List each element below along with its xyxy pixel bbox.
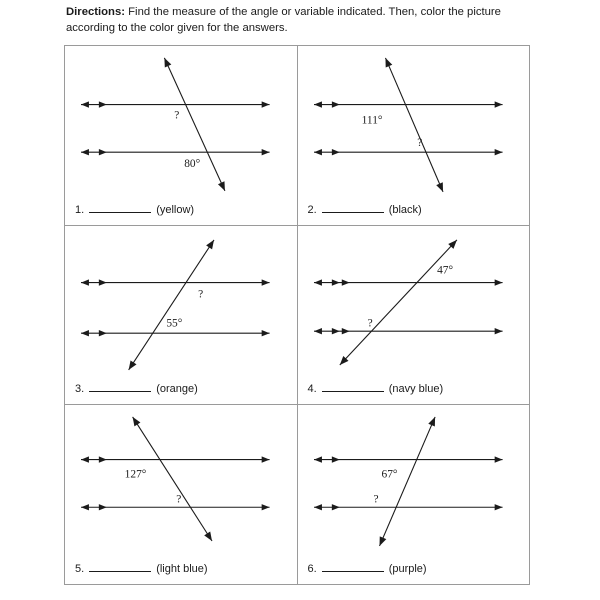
transversal-line [385,58,443,192]
parallel-tick-mark [331,279,339,285]
line-arrow-left [81,330,89,336]
line-arrow-left [81,457,89,463]
figure-5 [65,405,297,584]
transversal-arrow-b [436,182,443,192]
line-arrow-right [262,330,270,336]
parallel-tick-mark [99,330,107,336]
unknown-angle-label: ? [176,493,182,506]
problem-number: 4. [307,383,317,396]
line-arrow-left [81,279,89,285]
line-arrow-left [313,279,321,285]
transversal-arrow-b [218,181,225,191]
line-arrow-right [262,101,270,107]
unknown-angle-label: ? [416,137,422,150]
line-arrow-right [494,149,502,155]
parallel-tick-mark [99,504,107,510]
figure-3 [65,226,297,405]
answer-color-word: (orange) [156,383,198,396]
unknown-angle-label: ? [198,288,204,301]
transversal-arrow-a [428,417,435,427]
parallel-line-bottom [313,328,502,334]
problem-number: 6. [307,563,317,575]
parallel-tick-mark [331,457,339,463]
problem-number: 1. [75,203,85,216]
transversal-line [129,240,214,370]
parallel-line-top [313,457,502,463]
answer-blank-field[interactable] [89,561,151,572]
transversal-arrow-a [385,58,392,68]
parallel-tick-mark [99,149,107,155]
answer-blank-field[interactable] [322,202,384,213]
parallel-line-top [314,101,503,107]
line-arrow-right [262,279,270,285]
problem-cell-2 [298,46,531,226]
answer-color-word: (purple) [388,563,427,575]
transversal-segment [164,58,225,191]
problem-number: 5. [75,563,85,575]
line-arrow-left [313,328,321,334]
parallel-line-bottom [81,149,270,155]
line-arrow-right [494,101,502,107]
transversal-line [379,417,435,546]
figure-6 [298,405,530,584]
answer-row [308,202,422,217]
line-arrow-left [314,101,322,107]
directions-paragraph [66,5,536,36]
answer-color-word: (yellow) [156,203,195,216]
parallel-tick-mark [341,279,349,285]
line-arrow-right [494,457,502,463]
problem-cell-4 [298,226,531,406]
parallel-tick-mark [331,101,339,107]
line-arrow-left [313,457,321,463]
parallel-line-top [81,457,270,463]
line-arrow-right [262,149,270,155]
line-arrow-left [313,504,321,510]
parallel-tick-mark [99,457,107,463]
problem-number: 3. [75,383,85,396]
line-arrow-right [494,279,502,285]
parallel-line-top [313,279,502,285]
transversal-segment [339,240,456,365]
problem-cell-5 [65,405,298,585]
transversal-line [339,240,456,365]
parallel-tick-mark [341,328,349,334]
problem-cell-3 [65,226,298,406]
line-arrow-left [81,149,89,155]
parallel-tick-mark [99,101,107,107]
parallel-line-top [81,101,270,107]
parallel-line-bottom [81,330,270,336]
directions-label: Directions: [66,6,126,18]
parallel-line-bottom [314,149,503,155]
transversal-arrow-a [206,240,214,249]
given-angle-label: 55° [166,316,183,329]
parallel-line-bottom [81,504,270,510]
answer-blank-field[interactable] [322,561,384,572]
answer-row [308,381,444,396]
transversal-line [164,58,225,191]
parallel-tick-mark [99,279,107,285]
answer-row [75,202,194,217]
directions-text: Find the measure of the angle or variable indicated. Then, color the picture according to the color given for the answers. [66,6,501,34]
unknown-angle-label: ? [367,316,373,329]
line-arrow-left [81,101,89,107]
parallel-tick-mark [331,328,339,334]
transversal-segment [129,240,214,370]
answer-row [75,381,198,396]
problems-grid [64,45,530,585]
answer-color-word: (black) [388,203,422,216]
transversal-arrow-a [164,58,171,68]
parallel-tick-mark [331,504,339,510]
line-arrow-right [262,504,270,510]
given-angle-label: 127° [124,468,147,481]
line-arrow-right [494,504,502,510]
figure-1 [65,46,297,225]
figure-4 [298,226,530,405]
transversal-arrow-a [204,532,212,541]
answer-color-word: (navy blue) [388,383,444,396]
answer-row [75,561,208,576]
answer-color-word: (light blue) [156,563,208,575]
transversal-arrow-b [133,417,141,426]
transversal-segment [379,417,435,546]
line-arrow-right [494,328,502,334]
answer-row [308,561,427,576]
given-angle-label: 80° [184,158,201,171]
line-arrow-left [81,504,89,510]
answer-blank-field[interactable] [89,202,151,213]
answer-blank-field[interactable] [322,381,384,392]
given-angle-label: 111° [361,114,382,127]
figure-2 [298,46,530,225]
problem-cell-6 [298,405,531,585]
unknown-angle-label: ? [373,493,379,506]
given-angle-label: 47° [436,264,453,277]
unknown-angle-label: ? [174,109,180,122]
problem-number: 2. [307,203,317,216]
parallel-line-bottom [313,504,502,510]
parallel-tick-mark [331,149,339,155]
parallel-line-top [81,279,270,285]
transversal-segment [385,58,443,192]
problem-cell-1 [65,46,298,226]
line-arrow-right [262,457,270,463]
transversal-arrow-b [379,537,386,547]
answer-blank-field[interactable] [89,381,151,392]
line-arrow-left [314,149,322,155]
transversal-arrow-b [129,360,137,369]
given-angle-label: 67° [380,468,397,481]
